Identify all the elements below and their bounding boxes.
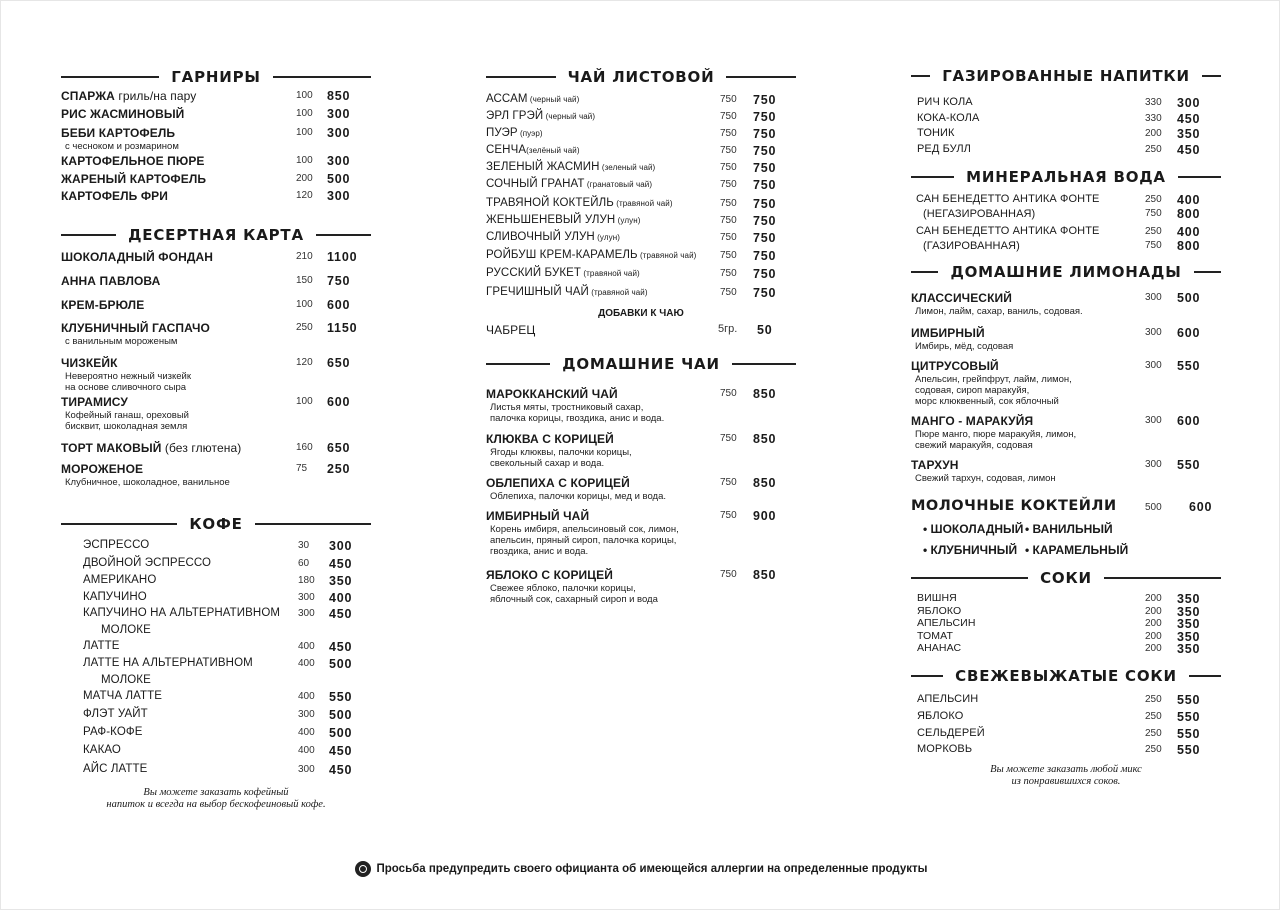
lemonade-item-name: КЛАССИЧЕСКИЙ xyxy=(911,291,1012,305)
tea-item-volume: 750 xyxy=(720,179,737,190)
dessert-item-price: 600 xyxy=(327,298,351,312)
dessert-item-extra: (без глютена) xyxy=(161,441,242,455)
water-header xyxy=(911,167,1221,187)
dessert-item-desc: Кофейный ганаш, ореховый бисквит, шоколадная земля xyxy=(65,410,189,432)
garnish-item-volume: 120 xyxy=(296,190,313,201)
tea-item-name: СЕНЧА(зелёный чай) xyxy=(486,144,580,156)
coffee-item-price: 450 xyxy=(329,640,353,654)
dessert-item-price: 600 xyxy=(327,395,351,409)
allergy-footer xyxy=(1,861,1280,877)
soda-item-name: ТОНИК xyxy=(917,127,955,139)
coffee-item-volume: 180 xyxy=(298,575,315,586)
addon-name: ЧАБРЕЦ xyxy=(486,323,536,337)
hometea-item-name: МАРОККАНСКИЙ ЧАЙ xyxy=(486,387,618,401)
garnish-item-name: РИС ЖАСМИНОВЫЙ xyxy=(61,107,185,121)
dessert-item-price: 250 xyxy=(327,462,351,476)
coffee-item-name: ФЛЭТ УАЙТ xyxy=(83,708,148,720)
lemonade-item-volume: 300 xyxy=(1145,360,1162,371)
coffee-item-name: РАФ-КОФЕ xyxy=(83,726,143,738)
garnish-item-price: 500 xyxy=(327,172,351,186)
lemonade-title: ДОМАШНИЕ ЛИМОНАДЫ xyxy=(950,263,1182,281)
tea-item-name: ТРАВЯНОЙ КОКТЕЙЛЬ (травяной чай) xyxy=(486,197,673,209)
hometea-item-price: 850 xyxy=(753,476,777,490)
fresh-item-name: АПЕЛЬСИН xyxy=(917,693,979,705)
lemonade-item-desc: Свежий тархун, содовая, лимон xyxy=(915,473,1056,484)
dessert-item-name: ЧИЗКЕЙК xyxy=(61,356,118,370)
tea-item-price: 750 xyxy=(753,197,777,211)
lemonade-header xyxy=(911,262,1221,282)
lemonade-item-desc: Имбирь, мёд, содовая xyxy=(915,341,1014,352)
dessert-item-price: 750 xyxy=(327,274,351,288)
coffee-item-volume: 300 xyxy=(298,608,315,619)
dessert-item-volume: 100 xyxy=(296,299,313,310)
tea-item-name: ГРЕЧИШНЫЙ ЧАЙ (травяной чай) xyxy=(486,286,648,298)
coffee-item-price: 450 xyxy=(329,607,353,621)
soda-item-name: РЕД БУЛЛ xyxy=(917,143,972,155)
juice-item-volume: 200 xyxy=(1145,631,1162,642)
tea-addons-title: ДОБАВКИ К ЧАЮ xyxy=(598,308,684,319)
garnish-item-name: БЕБИ КАРТОФЕЛЬ xyxy=(61,126,176,140)
coffee-item-name: МАТЧА ЛАТТЕ xyxy=(83,690,163,702)
tea-item-name: ЖЕНЬШЕНЕВЫЙ УЛУН (улун) xyxy=(486,214,641,226)
coffee-item-volume: 400 xyxy=(298,691,315,702)
water-item-name-line2: (ГАЗИРОВАННАЯ) xyxy=(923,240,1020,252)
milkshake-flavor-chocolate: • ШОКОЛАДНЫЙ xyxy=(923,522,1024,536)
dessert-item-price: 650 xyxy=(327,356,351,370)
fresh-item-price: 550 xyxy=(1177,693,1201,707)
dessert-item-price: 1100 xyxy=(327,250,358,264)
coffee-item-price: 550 xyxy=(329,690,353,704)
water-item-price: 400 xyxy=(1177,225,1201,239)
garnish-item-price: 300 xyxy=(327,189,351,203)
allergy-icon xyxy=(355,861,371,877)
hometea-item-name: КЛЮКВА С КОРИЦЕЙ xyxy=(486,432,614,446)
tea-header xyxy=(486,67,796,87)
tea-item-volume: 750 xyxy=(720,250,737,261)
fresh-title: СВЕЖЕВЫЖАТЫЕ СОКИ xyxy=(955,667,1177,685)
fresh-item-price: 550 xyxy=(1177,727,1201,741)
garnish-item-extra: гриль/на пару xyxy=(114,89,197,103)
hometea-item-volume: 750 xyxy=(720,388,737,399)
dessert-item-name: АННА ПАВЛОВА xyxy=(61,274,161,288)
hometea-item-desc: Ягоды клюквы, палочки корицы, свекольный сахар и вода. xyxy=(490,447,632,469)
tea-item-volume: 750 xyxy=(720,287,737,298)
coffee-item-name: КАКАО xyxy=(83,744,121,756)
fresh-item-volume: 250 xyxy=(1145,728,1162,739)
tea-item-name: СОЧНЫЙ ГРАНАТ (гранатовый чай) xyxy=(486,178,653,190)
dessert-item-volume: 250 xyxy=(296,322,313,333)
soda-item-price: 350 xyxy=(1177,127,1201,141)
tea-item-name: ЗЕЛЕНЫЙ ЖАСМИН (зеленый чай) xyxy=(486,161,656,173)
tea-item-type: (травяной чай) xyxy=(581,269,640,278)
coffee-item-name: ЭСПРЕССО xyxy=(83,539,150,551)
juice-item-volume: 200 xyxy=(1145,618,1162,629)
coffee-item-volume: 30 xyxy=(298,540,310,551)
water-item-price-2: 800 xyxy=(1177,239,1201,253)
garnish-item-volume: 100 xyxy=(296,155,313,166)
dessert-item-price: 650 xyxy=(327,441,351,455)
dessert-item-volume: 75 xyxy=(296,463,308,474)
fresh-item-name: СЕЛЬДЕРЕЙ xyxy=(917,727,985,739)
garnish-item-price: 300 xyxy=(327,126,351,140)
dessert-item-name: ТОРТ МАКОВЫЙ (без глютена) xyxy=(61,441,242,455)
water-item-price: 400 xyxy=(1177,193,1201,207)
water-item-volume: 250 xyxy=(1145,226,1162,237)
dessert-item-volume: 160 xyxy=(296,442,313,453)
tea-item-type: (гранатовый чай) xyxy=(584,180,653,189)
tea-item-price: 750 xyxy=(753,178,777,192)
juice-item-volume: 200 xyxy=(1145,593,1162,604)
tea-item-volume: 750 xyxy=(720,111,737,122)
water-item-name-line2: (НЕГАЗИРОВАННАЯ) xyxy=(923,208,1036,220)
tea-item-price: 750 xyxy=(753,110,777,124)
water-item-name: САН БЕНЕДЕТТО АНТИКА ФОНТЕ xyxy=(916,225,1100,237)
fresh-item-volume: 250 xyxy=(1145,711,1162,722)
coffee-item-name: АЙС ЛАТТЕ xyxy=(83,763,148,775)
tea-item-type: (черный чай) xyxy=(527,95,580,104)
hometea-item-volume: 750 xyxy=(720,433,737,444)
soda-item-price: 300 xyxy=(1177,96,1201,110)
dessert-title: ДЕСЕРТНАЯ КАРТА xyxy=(128,226,304,244)
juice-item-price: 350 xyxy=(1177,592,1201,606)
coffee-item-price: 500 xyxy=(329,726,353,740)
juice-item-name: АПЕЛЬСИН xyxy=(917,617,976,629)
tea-item-type: (зеленый чай) xyxy=(599,163,656,172)
lemonade-item-volume: 300 xyxy=(1145,459,1162,470)
lemonade-item-name: ТАРХУН xyxy=(911,458,959,472)
coffee-item-price: 450 xyxy=(329,557,353,571)
lemonade-item-price: 550 xyxy=(1177,458,1201,472)
lemonade-item-volume: 300 xyxy=(1145,292,1162,303)
coffee-item-price: 500 xyxy=(329,657,353,671)
lemonade-item-desc: Апельсин, грейпфрут, лайм, лимон, содовая, сироп маракуйя, морс клюквенный, сок яблочный xyxy=(915,374,1072,407)
coffee-item-price: 350 xyxy=(329,574,353,588)
coffee-title: КОФЕ xyxy=(189,515,243,533)
hometea-item-name: ЯБЛОКО С КОРИЦЕЙ xyxy=(486,568,613,582)
water-item-price-2: 800 xyxy=(1177,207,1201,221)
hometea-item-volume: 750 xyxy=(720,477,737,488)
lemonade-item-volume: 300 xyxy=(1145,327,1162,338)
garnish-item-volume: 200 xyxy=(296,173,313,184)
coffee-item-name: ЛАТТЕ xyxy=(83,640,120,652)
coffee-item-price: 400 xyxy=(329,591,353,605)
coffee-item-name: АМЕРИКАНО xyxy=(83,574,157,586)
garnish-item-name: ЖАРЕНЫЙ КАРТОФЕЛЬ xyxy=(61,172,207,186)
juice-item-name: ТОМАТ xyxy=(917,630,953,642)
tea-item-price: 750 xyxy=(753,144,777,158)
water-item-volume-2: 750 xyxy=(1145,240,1162,251)
hometea-item-desc: Свежее яблоко, палочки корицы, яблочный сок, сахарный сироп и вода xyxy=(490,583,658,605)
dessert-item-desc: Клубничное, шоколадное, ванильное xyxy=(65,477,230,488)
dessert-item-volume: 100 xyxy=(296,396,313,407)
coffee-item-price: 450 xyxy=(329,744,353,758)
lemonade-item-name: ЦИТРУСОВЫЙ xyxy=(911,359,999,373)
fresh-item-volume: 250 xyxy=(1145,694,1162,705)
tea-item-volume: 750 xyxy=(720,94,737,105)
lemonade-item-price: 550 xyxy=(1177,359,1201,373)
coffee-item-volume: 300 xyxy=(298,709,315,720)
milkshake-title: МОЛОЧНЫЕ КОКТЕЙЛИ xyxy=(911,498,1117,514)
tea-item-name: РОЙБУШ КРЕМ-КАРАМЕЛЬ (травяной чай) xyxy=(486,249,697,261)
coffee-item-volume: 400 xyxy=(298,745,315,756)
tea-item-volume: 750 xyxy=(720,215,737,226)
home-tea-title: ДОМАШНИЕ ЧАИ xyxy=(562,355,720,373)
dessert-item-name: МОРОЖЕНОЕ xyxy=(61,462,144,476)
coffee-item-name-line2: МОЛОКЕ xyxy=(101,624,151,636)
hometea-item-price: 850 xyxy=(753,387,777,401)
lemonade-item-price: 600 xyxy=(1177,414,1201,428)
hometea-item-name: ОБЛЕПИХА С КОРИЦЕЙ xyxy=(486,476,630,490)
home-tea-header xyxy=(486,354,796,374)
garnish-item-price: 300 xyxy=(327,154,351,168)
juice-item-name: АНАНАС xyxy=(917,642,962,654)
coffee-item-price: 300 xyxy=(329,539,353,553)
tea-item-volume: 750 xyxy=(720,198,737,209)
soda-item-volume: 250 xyxy=(1145,144,1162,155)
tea-item-price: 750 xyxy=(753,231,777,245)
fresh-item-price: 550 xyxy=(1177,710,1201,724)
lemonade-item-name: ИМБИРНЫЙ xyxy=(911,326,985,340)
dessert-item-price: 1150 xyxy=(327,321,358,335)
juice-item-price: 350 xyxy=(1177,617,1201,631)
tea-item-volume: 750 xyxy=(720,268,737,279)
coffee-note: Вы можете заказать кофейный напиток и всегда на выбор бескофеиновый кофе. xyxy=(106,787,326,810)
hometea-item-price: 850 xyxy=(753,432,777,446)
tea-title: ЧАЙ ЛИСТОВОЙ xyxy=(567,68,715,86)
milkshake-flavor-vanilla: • ВАНИЛЬНЫЙ xyxy=(1025,522,1113,536)
soda-title: ГАЗИРОВАННЫЕ НАПИТКИ xyxy=(942,67,1190,85)
tea-item-type: (черный чай) xyxy=(543,112,596,121)
soda-item-price: 450 xyxy=(1177,143,1201,157)
garnish-title: ГАРНИРЫ xyxy=(171,68,261,86)
tea-item-volume: 750 xyxy=(720,128,737,139)
tea-item-price: 750 xyxy=(753,267,777,281)
coffee-item-price: 450 xyxy=(329,763,353,777)
tea-item-price: 750 xyxy=(753,127,777,141)
fresh-item-name: МОРКОВЬ xyxy=(917,743,973,755)
coffee-item-volume: 400 xyxy=(298,727,315,738)
coffee-item-name: ЛАТТЕ НА АЛЬТЕРНАТИВНОМ xyxy=(83,657,253,669)
garnish-item-volume: 100 xyxy=(296,127,313,138)
hometea-item-price: 850 xyxy=(753,568,777,582)
dessert-item-desc: с ванильным мороженым xyxy=(65,336,178,347)
garnish-item-volume: 100 xyxy=(296,108,313,119)
tea-item-type: (пуэр) xyxy=(517,129,543,138)
tea-item-volume: 750 xyxy=(720,145,737,156)
garnish-item-name: КАРТОФЕЛЬНОЕ ПЮРЕ xyxy=(61,154,205,168)
soda-item-volume: 330 xyxy=(1145,113,1162,124)
dessert-item-volume: 210 xyxy=(296,251,313,262)
fresh-item-name: ЯБЛОКО xyxy=(917,710,964,722)
tea-item-name: ПУЭР (пуэр) xyxy=(486,127,543,139)
coffee-item-volume: 60 xyxy=(298,558,310,569)
juice-item-volume: 200 xyxy=(1145,643,1162,654)
tea-item-price: 750 xyxy=(753,161,777,175)
dessert-item-volume: 120 xyxy=(296,357,313,368)
soda-item-volume: 200 xyxy=(1145,128,1162,139)
garnish-item-name: СПАРЖА гриль/на пару xyxy=(61,89,197,103)
tea-item-type: (зелёный чай) xyxy=(526,146,580,155)
garnish-item-desc: с чесноком и розмарином xyxy=(65,141,179,152)
coffee-item-name: КАПУЧИНО НА АЛЬТЕРНАТИВНОМ xyxy=(83,607,281,619)
hometea-item-price: 900 xyxy=(753,509,777,523)
addon-price: 50 xyxy=(757,323,773,337)
allergy-text: Просьба предупредить своего официанта об имеющейся аллергии на определенные продукты xyxy=(376,863,928,876)
soda-item-name: РИЧ КОЛА xyxy=(917,96,973,108)
juice-item-price: 350 xyxy=(1177,605,1201,619)
milkshake-vol: 500 xyxy=(1145,502,1162,513)
tea-item-name: РУССКИЙ БУКЕТ (травяной чай) xyxy=(486,267,640,279)
water-title: МИНЕРАЛЬНАЯ ВОДА xyxy=(966,168,1166,186)
tea-item-type: (улун) xyxy=(615,216,641,225)
coffee-item-name-line2: МОЛОКЕ xyxy=(101,674,151,686)
milkshake-flavor-caramel: • КАРАМЕЛЬНЫЙ xyxy=(1025,543,1129,557)
garnish-item-price: 850 xyxy=(327,89,351,103)
water-item-name: САН БЕНЕДЕТТО АНТИКА ФОНТЕ xyxy=(916,193,1100,205)
lemonade-item-volume: 300 xyxy=(1145,415,1162,426)
fresh-header xyxy=(911,666,1221,686)
tea-item-price: 750 xyxy=(753,93,777,107)
tea-item-price: 750 xyxy=(753,214,777,228)
tea-item-volume: 750 xyxy=(720,232,737,243)
garnish-item-price: 300 xyxy=(327,107,351,121)
tea-item-price: 750 xyxy=(753,249,777,263)
lemonade-item-name: МАНГО - МАРАКУЙЯ xyxy=(911,414,1034,428)
tea-item-name: ЭРЛ ГРЭЙ (черный чай) xyxy=(486,110,596,122)
hometea-item-name: ИМБИРНЫЙ ЧАЙ xyxy=(486,509,590,523)
juice-item-name: ЯБЛОКО xyxy=(917,605,962,617)
juice-item-price: 350 xyxy=(1177,642,1201,656)
tea-item-type: (травяной чай) xyxy=(588,288,648,297)
coffee-item-volume: 400 xyxy=(298,641,315,652)
juice-item-volume: 200 xyxy=(1145,606,1162,617)
fresh-item-volume: 250 xyxy=(1145,744,1162,755)
hometea-item-desc: Облепиха, палочки корицы, мед и вода. xyxy=(490,491,666,502)
dessert-item-name: КРЕМ-БРЮЛЕ xyxy=(61,298,145,312)
tea-item-name: АССАМ (черный чай) xyxy=(486,93,580,105)
fresh-item-price: 550 xyxy=(1177,743,1201,757)
milkshake-price: 600 xyxy=(1189,500,1213,514)
garnish-item-volume: 100 xyxy=(296,90,313,101)
garnish-item-name: КАРТОФЕЛЬ ФРИ xyxy=(61,189,168,203)
lemonade-item-desc: Лимон, лайм, сахар, ваниль, содовая. xyxy=(915,306,1083,317)
garnish-header xyxy=(61,67,371,87)
hometea-item-volume: 750 xyxy=(720,510,737,521)
dessert-item-name: КЛУБНИЧНЫЙ ГАСПАЧО xyxy=(61,321,210,335)
lemonade-item-price: 600 xyxy=(1177,326,1201,340)
coffee-item-volume: 300 xyxy=(298,764,315,775)
juice-item-price: 350 xyxy=(1177,630,1201,644)
coffee-item-name: КАПУЧИНО xyxy=(83,591,147,603)
hometea-item-desc: Листья мяты, тростниковый сахар, палочка корицы, гвоздика, анис и вода. xyxy=(490,402,665,424)
soda-item-name: КОКА-КОЛА xyxy=(917,112,980,124)
tea-item-type: (улун) xyxy=(594,233,620,242)
tea-item-name: СЛИВОЧНЫЙ УЛУН (улун) xyxy=(486,231,620,243)
juice-title: СОКИ xyxy=(1040,569,1092,587)
tea-item-type: (травяной чай) xyxy=(613,199,673,208)
hometea-item-volume: 750 xyxy=(720,569,737,580)
coffee-item-volume: 400 xyxy=(298,658,315,669)
dessert-item-desc: Невероятно нежный чизкейк на основе сливочного сыра xyxy=(65,371,192,393)
coffee-item-volume: 300 xyxy=(298,592,315,603)
soda-header xyxy=(911,66,1221,86)
tea-item-price: 750 xyxy=(753,286,777,300)
coffee-item-price: 500 xyxy=(329,708,353,722)
dessert-item-name: ШОКОЛАДНЫЙ ФОНДАН xyxy=(61,250,214,264)
juice-item-name: ВИШНЯ xyxy=(917,592,957,604)
fresh-note: Вы можете заказать любой микс из понравившихся соков. xyxy=(990,764,1142,787)
tea-item-volume: 750 xyxy=(720,162,737,173)
dessert-item-name: ТИРАМИСУ xyxy=(61,395,128,409)
coffee-item-name: ДВОЙНОЙ ЭСПРЕССО xyxy=(83,557,212,569)
dessert-header xyxy=(61,225,371,245)
soda-item-volume: 330 xyxy=(1145,97,1162,108)
lemonade-item-price: 500 xyxy=(1177,291,1201,305)
milkshake-flavor-strawberry: • КЛУБНИЧНЫЙ xyxy=(923,543,1018,557)
hometea-item-desc: Корень имбиря, апельсиновый сок, лимон, апельсин, пряный сироп, палочка корицы, гвоздика, анис и вода. xyxy=(490,524,679,557)
coffee-header xyxy=(61,514,371,534)
tea-item-type: (травяной чай) xyxy=(637,251,697,260)
dessert-item-volume: 150 xyxy=(296,275,313,286)
water-item-volume: 250 xyxy=(1145,194,1162,205)
lemonade-item-desc: Пюре манго, пюре маракуйя, лимон, свежий маракуйя, содовая xyxy=(915,429,1077,451)
juice-header xyxy=(911,568,1221,588)
soda-item-price: 450 xyxy=(1177,112,1201,126)
addon-vol: 5гр. xyxy=(718,323,738,335)
water-item-volume-2: 750 xyxy=(1145,208,1162,219)
